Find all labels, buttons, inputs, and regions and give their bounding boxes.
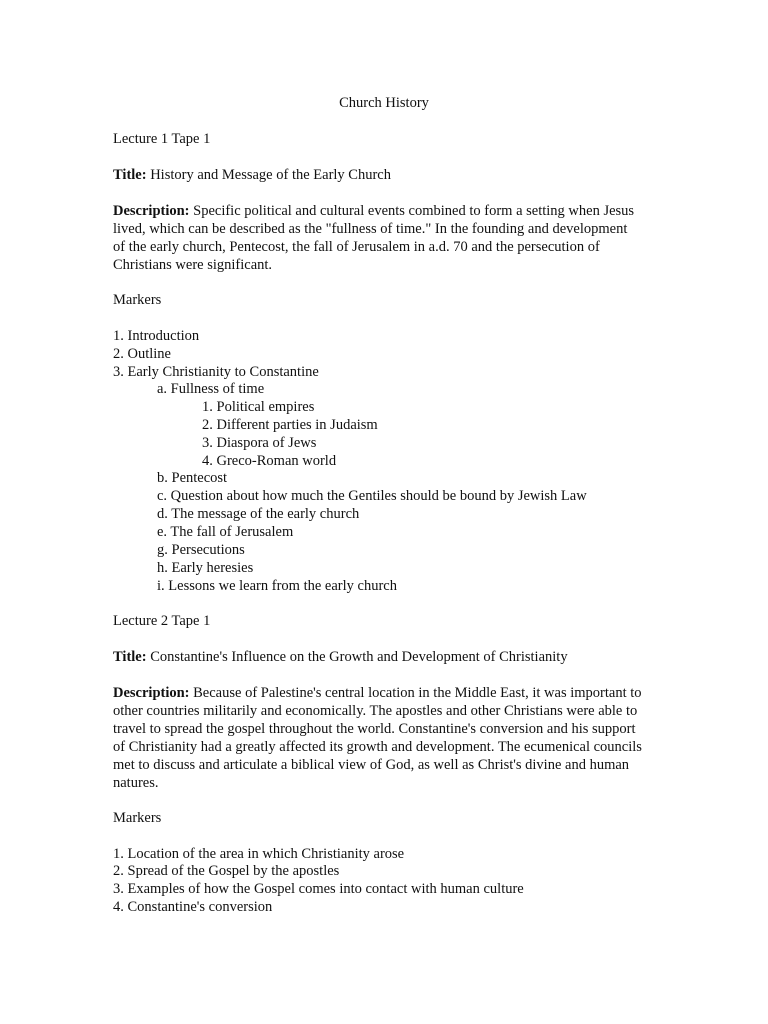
lecture1-marker: b. Pentecost: [157, 470, 228, 486]
lecture1-description: [113, 202, 643, 274]
lecture2-marker: 2. Spread of the Gospel by the apostles: [113, 863, 340, 879]
lecture1-marker: a. Fullness of time: [157, 381, 265, 397]
lecture2-markers-heading: Markers: [113, 810, 162, 826]
lecture1-marker: 3. Early Christianity to Constantine: [113, 364, 319, 380]
lecture1-heading: Lecture 1 Tape 1: [113, 131, 211, 147]
page-title: Church History: [339, 95, 429, 111]
lecture1-marker: h. Early heresies: [157, 560, 254, 576]
lecture2-title-label: Title:: [113, 649, 147, 665]
lecture1-marker: 3. Diaspora of Jews: [202, 435, 317, 451]
lecture1-marker: c. Question about how much the Gentiles should be bound by Jewish Law: [157, 488, 587, 504]
lecture2-description: [113, 684, 643, 792]
lecture1-marker: 1. Political empires: [202, 399, 315, 415]
lecture1-marker: 2. Outline: [113, 346, 171, 362]
lecture2-marker: 3. Examples of how the Gospel comes into contact with human culture: [113, 881, 524, 897]
lecture2-description-text: Because of Palestine's central location in the Middle East, it was important to other countries militarily and economically. The apostles and other Christians were able to travel to spread the gospel throughout the world. Constantine's conversion and his support of Christianity had a greatly affected its growth and development. The ecumenical councils met to discuss and articulate a biblical view of God, as well as Christ's divine and human natures.: [113, 685, 642, 791]
lecture1-marker: g. Persecutions: [157, 542, 245, 558]
lecture1-marker: i. Lessons we learn from the early church: [157, 578, 397, 594]
lecture1-marker: d. The message of the early church: [157, 506, 360, 522]
lecture2-marker: 1. Location of the area in which Christianity arose: [113, 846, 405, 862]
lecture1-marker: e. The fall of Jerusalem: [157, 524, 294, 540]
lecture2-heading: Lecture 2 Tape 1: [113, 613, 211, 629]
lecture1-marker: 2. Different parties in Judaism: [202, 417, 378, 433]
lecture1-marker: 1. Introduction: [113, 328, 200, 344]
lecture1-title-label: Title:: [113, 167, 147, 183]
lecture1-marker: 4. Greco-Roman world: [202, 453, 337, 469]
lecture1-markers-heading: Markers: [113, 292, 162, 308]
lecture1-title-text: History and Message of the Early Church: [150, 167, 391, 183]
lecture1-description-label: Description:: [113, 203, 190, 219]
lecture2-marker: 4. Constantine's conversion: [113, 899, 273, 915]
lecture2-title: [113, 648, 568, 666]
lecture1-description-text: Specific political and cultural events combined to form a setting when Jesus lived, which can be described as the "fullness of time." In the founding and development of the early church, Pentecost, the fall of Jerusalem in a.d. 70 and the persecution of Christians were significant.: [113, 203, 635, 273]
lecture2-description-label: Description:: [113, 685, 190, 701]
lecture1-title: [113, 166, 391, 184]
lecture2-title-text: Constantine's Influence on the Growth and Development of Christianity: [150, 649, 568, 665]
